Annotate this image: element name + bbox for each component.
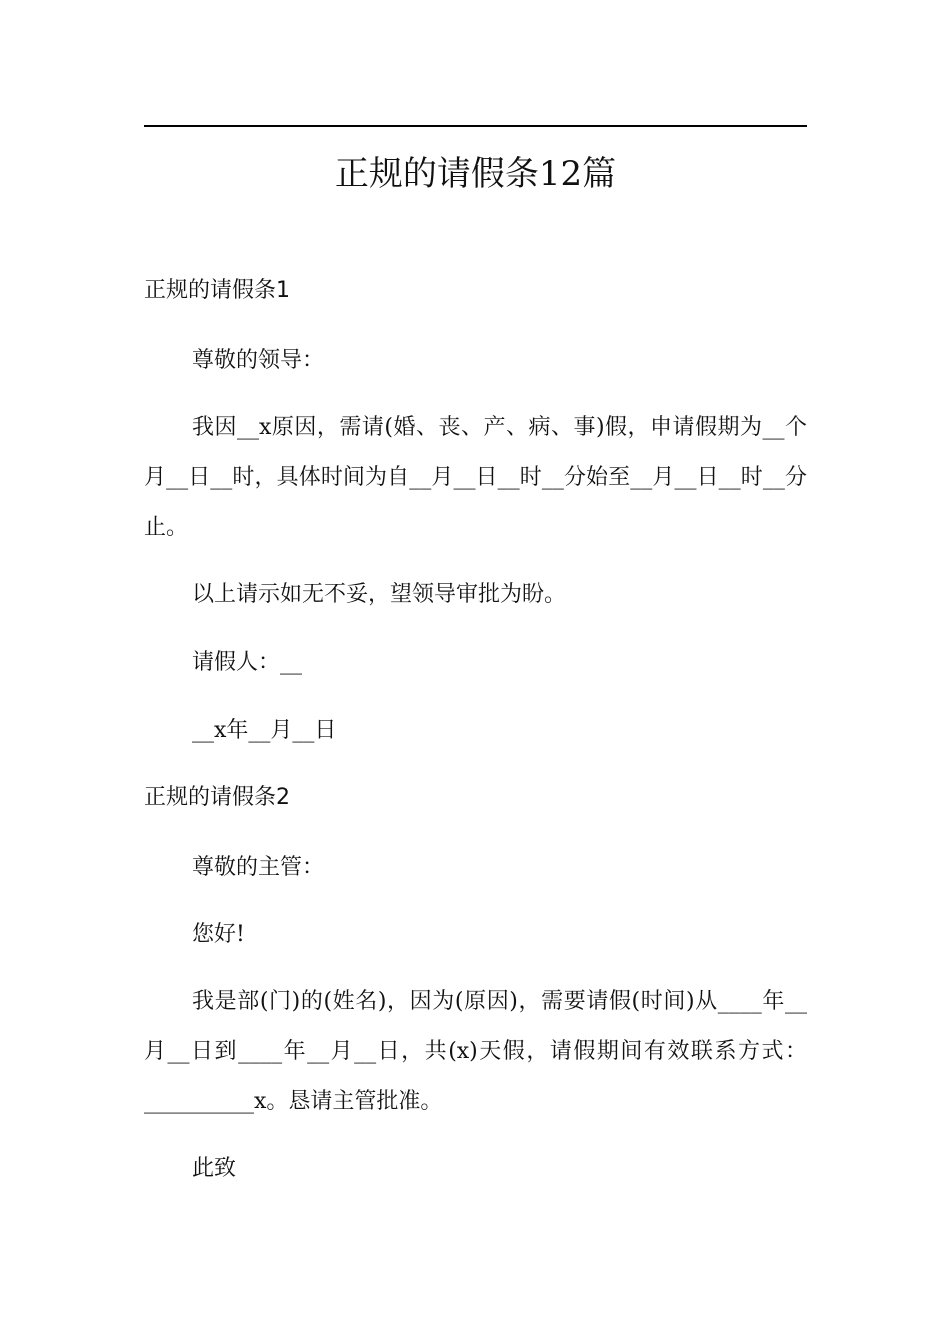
section-1-closing: 以上请示如无不妥，望领导审批为盼。 — [192, 582, 567, 607]
section-2-salutation: 尊敬的主管： — [192, 855, 325, 880]
section-1-heading: 正规的请假条1 — [144, 278, 290, 303]
header-rule — [144, 125, 807, 127]
section-1-salutation: 尊敬的领导： — [192, 348, 325, 373]
section-2-heading: 正规的请假条2 — [144, 785, 290, 810]
section-2-closing: 此致 — [192, 1156, 237, 1181]
section-2-body: 我是部(门)的(姓名)，因为(原因)，需要请假(时间)从____年__月__日到____年__月__日，共(x)天假，请假期间有效联系方式：__________x。恳请主管批准。 — [144, 989, 807, 1114]
section-1-applicant: 请假人：__ — [192, 650, 303, 675]
document-title: 正规的请假条12篇 — [334, 154, 617, 194]
section-1-body: 我因__x原因，需请(婚、丧、产、病、事)假，申请假期为__个月__日__时，具体时间为自__月__日__时__分始至__月__日__时__分止。 — [144, 415, 807, 540]
section-2-greeting: 您好! — [192, 922, 245, 947]
section-1-date: __x年__月__日 — [192, 718, 337, 743]
